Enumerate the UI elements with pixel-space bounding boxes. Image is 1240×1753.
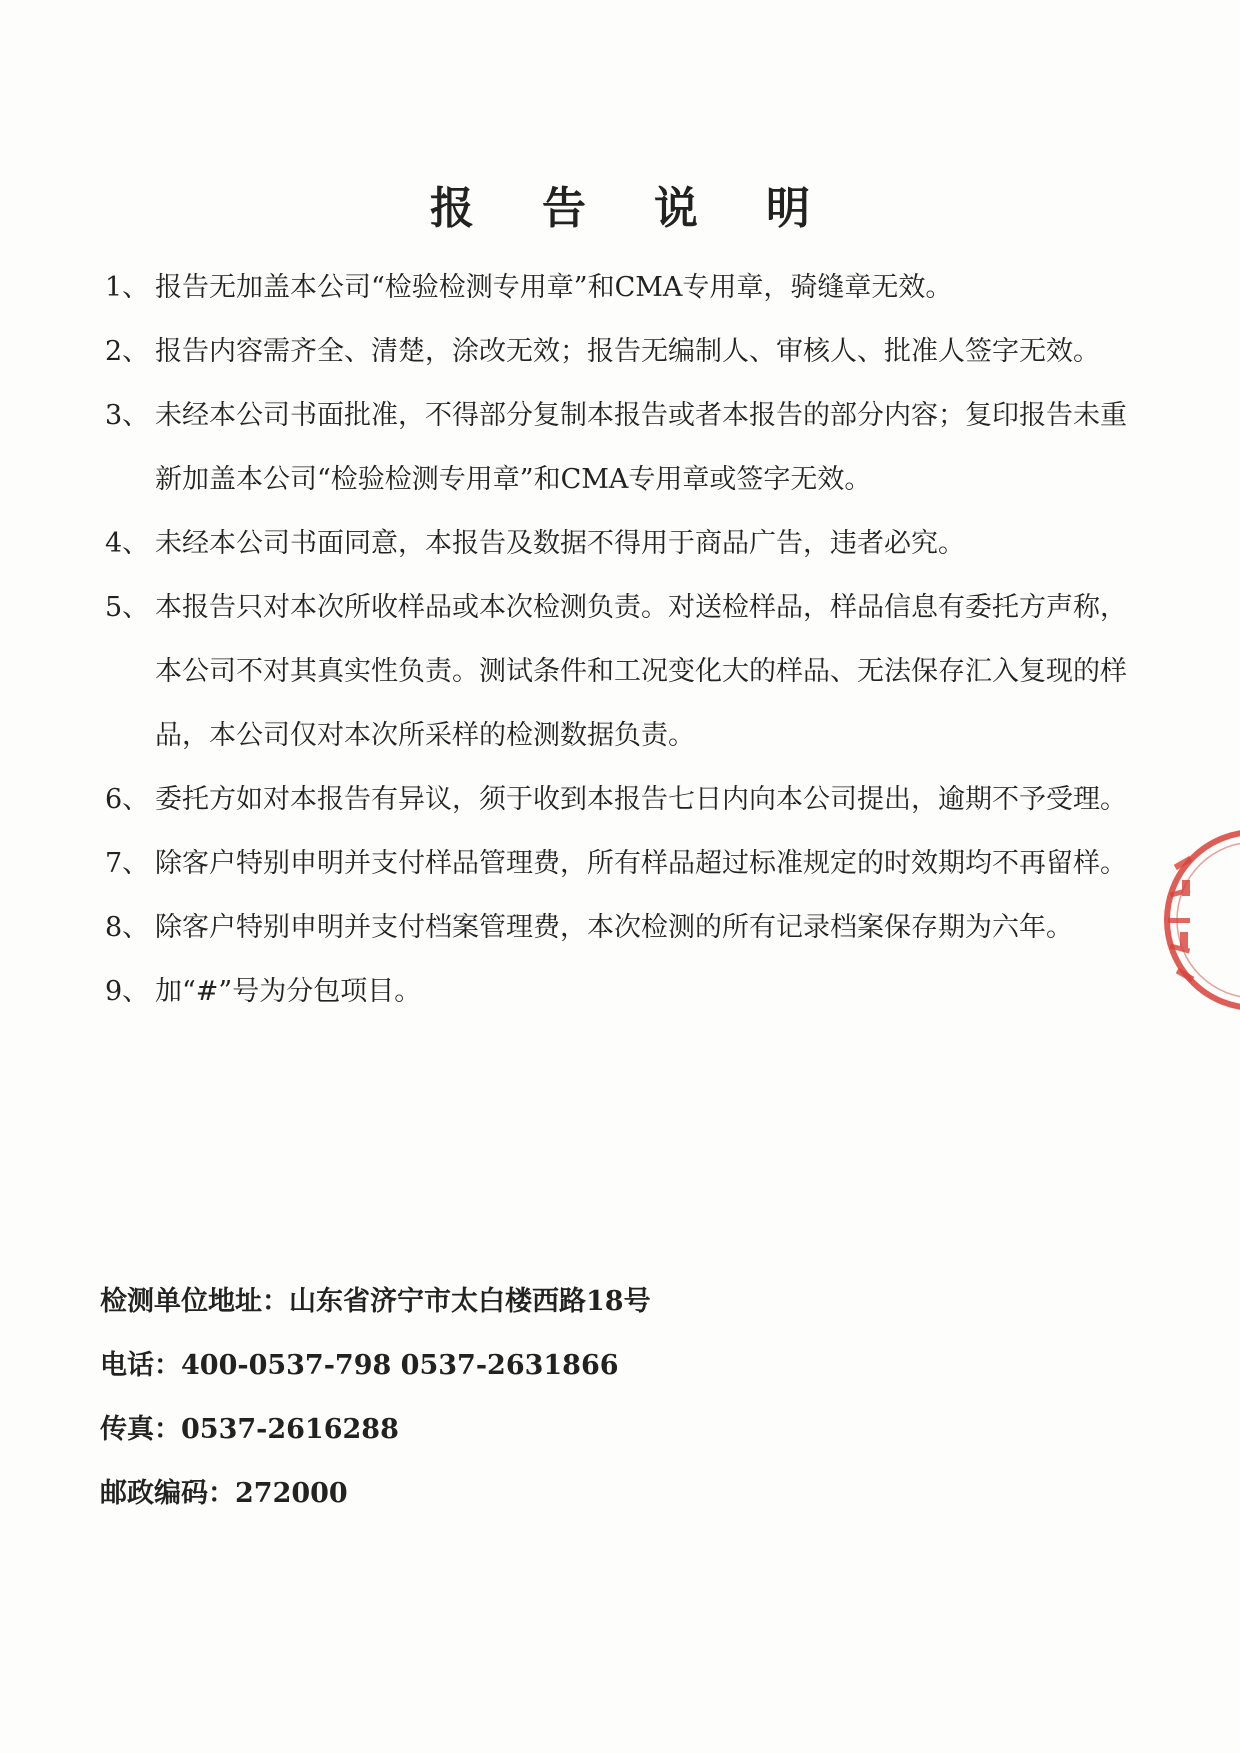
postal-label: 邮政编码：: [100, 1478, 235, 1509]
fax-label: 传真：: [100, 1414, 181, 1445]
page-title: [0, 172, 1240, 236]
phone-label: 电话：: [100, 1350, 181, 1381]
note-item: 9、 加“#”号为分包项目。: [105, 976, 422, 1007]
note-item: 5、 本报告只对本次所收样品或本次检测负责。对送检样品，样品信息有委托方声称，本公司不对其真实性负责。测试条件和工况变化大的样品、无法保存汇入复现的样品，本公司仅对本次所采样的检测数据负责。: [105, 592, 1127, 751]
phone-value: 400-0537-798 0537-2631866: [181, 1350, 619, 1381]
title-char: 说: [654, 183, 698, 234]
postal-row: [100, 1462, 1100, 1526]
title-char: 报: [430, 183, 474, 234]
phone-row: [100, 1334, 1100, 1398]
contact-info: [100, 1270, 1100, 1526]
postal-value: 272000: [235, 1478, 348, 1509]
address-value: 山东省济宁市太白楼西路18号: [289, 1286, 651, 1317]
address-row: [100, 1270, 1100, 1334]
note-item: 4、 未经本公司书面同意，本报告及数据不得用于商品广告，违者必究。: [105, 528, 965, 559]
fax-row: [100, 1398, 1100, 1462]
address-label: 检测单位地址：: [100, 1286, 289, 1317]
note-item: 7、 除客户特别申明并支付样品管理费，所有样品超过标准规定的时效期均不再留样。: [105, 848, 1127, 879]
note-item: 8、 除客户特别申明并支付档案管理费，本次检测的所有记录档案保存期为六年。: [105, 912, 1073, 943]
title-char: 告: [542, 183, 586, 234]
notes-list: [105, 256, 1145, 1024]
fax-value: 0537-2616288: [181, 1414, 399, 1445]
title-char: 明: [766, 183, 810, 234]
note-item: 6、 委托方如对本报告有异议，须于收到本报告七日内向本公司提出，逾期不予受理。: [105, 784, 1127, 815]
company-seal-icon: [1160, 820, 1240, 1020]
note-item: 2、 报告内容需齐全、清楚，涂改无效；报告无编制人、审核人、批准人签字无效。: [105, 336, 1100, 367]
note-item: 3、 未经本公司书面批准，不得部分复制本报告或者本报告的部分内容；复印报告未重新加盖本公司“检验检测专用章”和CMA专用章或签字无效。: [105, 400, 1127, 495]
note-item: 1、 报告无加盖本公司“检验检测专用章”和CMA专用章，骑缝章无效。: [105, 272, 953, 303]
